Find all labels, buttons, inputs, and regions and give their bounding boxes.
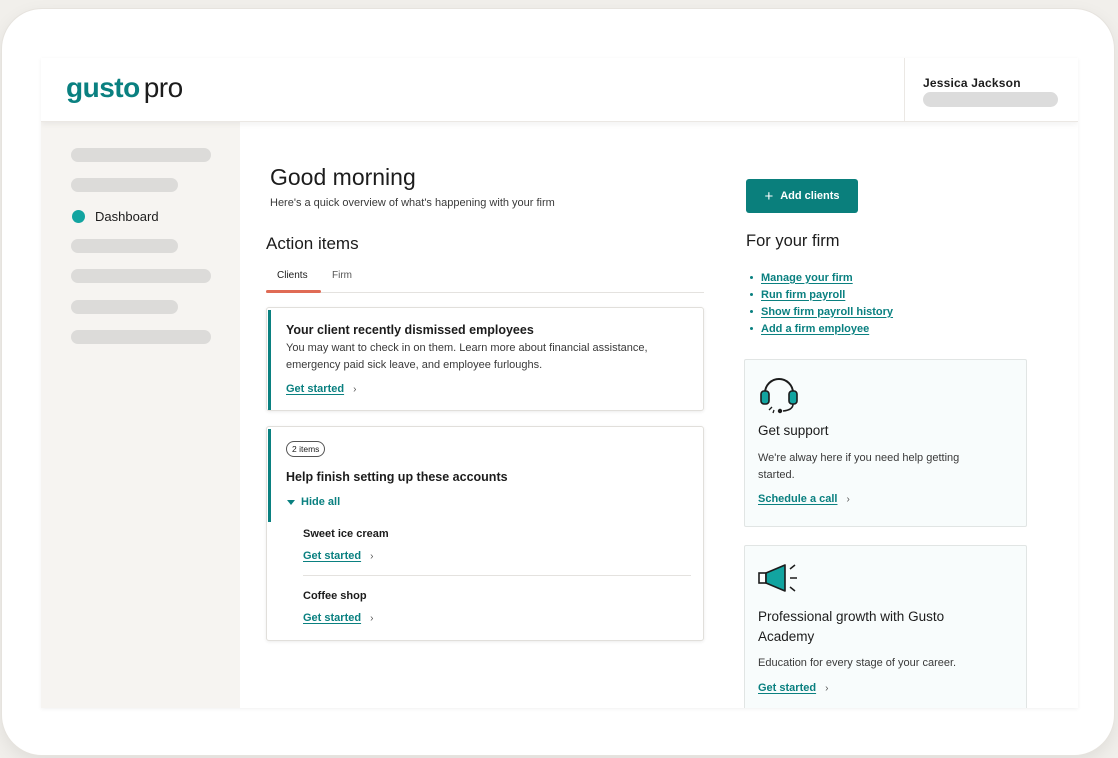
setup-accounts-card — [266, 426, 704, 641]
get-started-link[interactable]: Get started — [303, 550, 362, 562]
account-get-started-row[interactable] — [303, 550, 373, 562]
hide-all-toggle[interactable] — [287, 496, 340, 508]
sidebar — [41, 122, 240, 708]
account-get-started-row[interactable] — [303, 612, 373, 624]
card-title: Get support — [758, 423, 829, 438]
sidebar-item-placeholder[interactable] — [71, 330, 211, 344]
schedule-call-link[interactable]: Schedule a call — [758, 493, 838, 505]
sidebar-item-label: Dashboard — [95, 209, 159, 224]
hide-all-label: Hide all — [301, 496, 341, 508]
card-accent-bar — [268, 310, 271, 410]
account-name: Sweet ice cream — [303, 528, 389, 540]
run-firm-payroll-link[interactable]: Run firm payroll — [761, 288, 846, 301]
divider — [303, 575, 691, 576]
academy-get-started-row[interactable] — [758, 682, 828, 694]
card-title: Help finish setting up these accounts — [286, 470, 508, 484]
get-support-card — [744, 359, 1027, 527]
get-started-link[interactable]: Get started — [758, 682, 817, 694]
card-body-line: We're alway here if you need help getting — [758, 452, 960, 464]
get-started-link[interactable]: Get started — [303, 612, 362, 624]
card-body — [758, 450, 959, 484]
card-body: Education for every stage of your career. — [758, 657, 957, 669]
user-menu[interactable] — [904, 58, 1078, 122]
bullet-icon — [750, 327, 753, 330]
bullet-icon — [750, 310, 753, 313]
bullet-icon — [750, 276, 753, 279]
tab-clients[interactable]: Clients — [277, 270, 308, 281]
add-clients-label: Add clients — [780, 190, 840, 202]
chevron-right-icon: › — [825, 682, 829, 694]
app-window — [41, 58, 1078, 708]
caret-down-icon — [287, 500, 295, 505]
sidebar-item-placeholder[interactable] — [71, 148, 211, 162]
user-name: Jessica Jackson — [923, 76, 1021, 90]
list-item — [750, 320, 893, 337]
account-name: Coffee shop — [303, 590, 367, 602]
sidebar-item-placeholder[interactable] — [71, 300, 178, 314]
page-title: Good morning — [270, 164, 416, 190]
dismissed-employees-card — [266, 307, 704, 411]
get-started-link-row[interactable] — [286, 383, 356, 395]
add-firm-employee-link[interactable]: Add a firm employee — [761, 322, 870, 335]
firm-payroll-history-link[interactable]: Show firm payroll history — [761, 305, 894, 318]
plus-icon: + — [764, 187, 774, 205]
card-body-line: started. — [758, 469, 795, 481]
user-placeholder-bar — [923, 92, 1058, 107]
sidebar-item-dashboard[interactable] — [72, 209, 159, 224]
card-body — [286, 340, 648, 374]
sidebar-item-placeholder[interactable] — [71, 239, 178, 253]
page-subtitle: Here's a quick overview of what's happening with your firm — [270, 197, 555, 209]
chevron-right-icon: › — [846, 493, 850, 505]
card-body-line: You may want to check in on them. Learn more about financial assistance, — [286, 342, 648, 354]
schedule-call-row[interactable] — [758, 493, 850, 505]
card-title-line: Academy — [758, 629, 815, 644]
for-your-firm-heading: For your firm — [746, 232, 840, 250]
action-items-heading: Action items — [266, 234, 359, 253]
card-title-line: Professional growth with Gusto — [758, 609, 945, 624]
sidebar-item-placeholder[interactable] — [71, 178, 178, 192]
chevron-right-icon: › — [353, 383, 357, 395]
megaphone-icon — [757, 562, 801, 596]
gusto-pro-logo[interactable] — [66, 72, 183, 104]
action-tabs — [266, 264, 704, 293]
list-item — [750, 303, 893, 320]
add-clients-button[interactable] — [746, 179, 858, 213]
card-title: Your client recently dismissed employees — [286, 323, 534, 337]
active-tab-underline — [266, 290, 321, 293]
firm-links-list — [750, 269, 893, 337]
items-count-badge: 2 items — [286, 441, 325, 457]
manage-firm-link[interactable]: Manage your firm — [761, 271, 853, 284]
logo-brand: gusto — [66, 72, 140, 103]
card-body-line: emergency paid sick leave, and employee furloughs. — [286, 359, 543, 371]
headset-icon — [757, 371, 801, 415]
card-title — [758, 607, 944, 647]
list-item — [750, 269, 893, 286]
gusto-academy-card — [744, 545, 1027, 708]
logo-suffix: pro — [143, 72, 183, 103]
get-started-link[interactable]: Get started — [286, 383, 345, 395]
chevron-right-icon: › — [370, 550, 374, 562]
bullet-icon — [750, 293, 753, 296]
top-header — [41, 58, 1078, 122]
card-accent-bar — [268, 429, 271, 522]
chevron-right-icon: › — [370, 612, 374, 624]
list-item — [750, 286, 893, 303]
sidebar-item-placeholder[interactable] — [71, 269, 211, 283]
active-indicator-dot — [72, 210, 85, 223]
tab-firm[interactable]: Firm — [332, 270, 352, 281]
